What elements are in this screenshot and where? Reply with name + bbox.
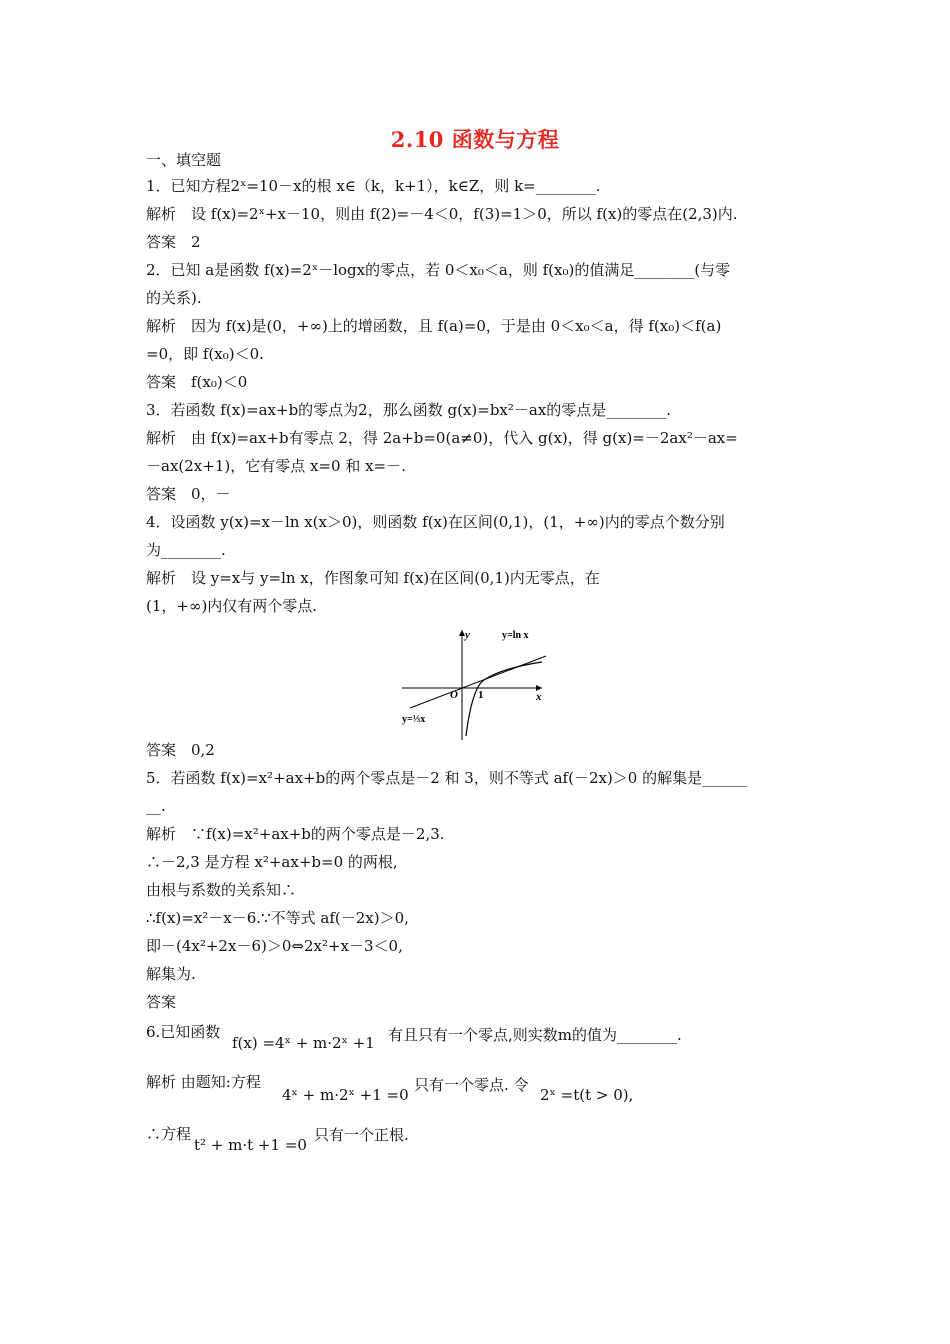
text-line: 答案 0,2 <box>146 741 215 759</box>
text-line: 解析 因为 f(x)是(0，+∞)上的增函数，且 f(a)=0，于是由 0＜x₀＜a，得 f(x₀)＜f(a) <box>146 317 722 335</box>
function-graph <box>402 628 552 744</box>
text-line: 6.已知函数 <box>146 1023 221 1041</box>
text-line: ∴－2,3 是方程 x²+ax+b=0 的两根, <box>146 853 398 871</box>
text-line: 解析 ∵f(x)=x²+ax+b的两个零点是－2,3. <box>146 825 445 843</box>
text-line: 的关系). <box>146 289 202 307</box>
text-line: 解析 由 f(x)=ax+b有零点 2，得 2a+b=0(a≠0)，代入 g(x)，得 g(x)=－2ax²－ax= <box>146 429 738 447</box>
text-line: 解析 由题知:方程 <box>146 1073 261 1091</box>
graph-label-origin: O <box>450 689 458 701</box>
text-line: －ax(2x+1)，它有零点 x=0 和 x=－. <box>146 457 406 475</box>
text-line: ∴方程 <box>146 1125 192 1143</box>
text-line: 解析 设 y=x与 y=ln x，作图象可知 f(x)在区间(0,1)内无零点，在 <box>146 569 600 587</box>
text-line: 答案 0，－ <box>146 485 231 503</box>
formula-text: 只有一个正根. <box>314 1126 409 1144</box>
text-line: 答案 2 <box>146 233 201 251</box>
text-line: 4．设函数 y(x)=x－ln x(x＞0)，则函数 f(x)在区间(0,1)，(1，+∞)内的零点个数分别 <box>146 513 725 531</box>
formula-text: 2ˣ =t(t > 0), <box>540 1086 634 1104</box>
graph-label-y: y <box>465 629 470 641</box>
page-title: 2.10 函数与方程 <box>390 127 560 152</box>
text-line: (1，+∞)内仅有两个零点. <box>146 597 318 615</box>
text-line: 答案 f(x₀)＜0 <box>146 373 248 391</box>
graph-label-x: x <box>536 691 542 703</box>
formula-text: t² + m·t +1 =0 <box>194 1136 307 1154</box>
graph-label-one: 1 <box>478 689 484 701</box>
formula-text: f(x) =4ˣ + m·2ˣ +1 <box>232 1034 375 1052</box>
text-line: 2．已知 a是函数 f(x)=2ˣ－logx的零点，若 0＜x₀＜a，则 f(x₀)的值满足________(与零 <box>146 261 731 279</box>
text-line: ∴f(x)=x²－x－6.∵不等式 af(－2x)＞0, <box>146 909 409 927</box>
text-line: 为________. <box>146 541 226 559</box>
text-line: 解集为. <box>146 965 196 983</box>
text-line: 一、填空题 <box>146 151 222 169</box>
text-line: 答案 <box>146 993 177 1011</box>
formula-text: 4ˣ + m·2ˣ +1 =0 <box>282 1086 409 1104</box>
formula-text: 只有一个零点. 令 <box>414 1076 529 1094</box>
text-line: 解析 设 f(x)=2ˣ+x－10，则由 f(2)=－4＜0，f(3)=1＞0，所以 f(x)的零点在(2,3)内. <box>146 205 738 223</box>
graph-label-third: y=⅓x <box>402 714 426 725</box>
formula-text: 有且只有一个零点,则实数m的值为________. <box>388 1026 682 1044</box>
graph-label-lnx: y=ln x <box>502 630 529 641</box>
text-line: 即－(4x²+2x－6)＞0⇔2x²+x－3＜0, <box>146 937 403 955</box>
text-line: 由根与系数的关系知∴ <box>146 881 297 899</box>
text-line: __. <box>146 797 166 815</box>
text-line: 3．若函数 f(x)=ax+b的零点为2，那么函数 g(x)=bx²－ax的零点是________. <box>146 401 672 419</box>
text-line: 1．已知方程2ˣ=10－x的根 x∈（k，k+1），k∈Z，则 k=________. <box>146 177 601 195</box>
text-line: 5．若函数 f(x)=x²+ax+b的两个零点是－2 和 3，则不等式 af(－2x)＞0 的解集是______ <box>146 769 748 787</box>
text-line: =0，即 f(x₀)＜0. <box>146 345 264 363</box>
